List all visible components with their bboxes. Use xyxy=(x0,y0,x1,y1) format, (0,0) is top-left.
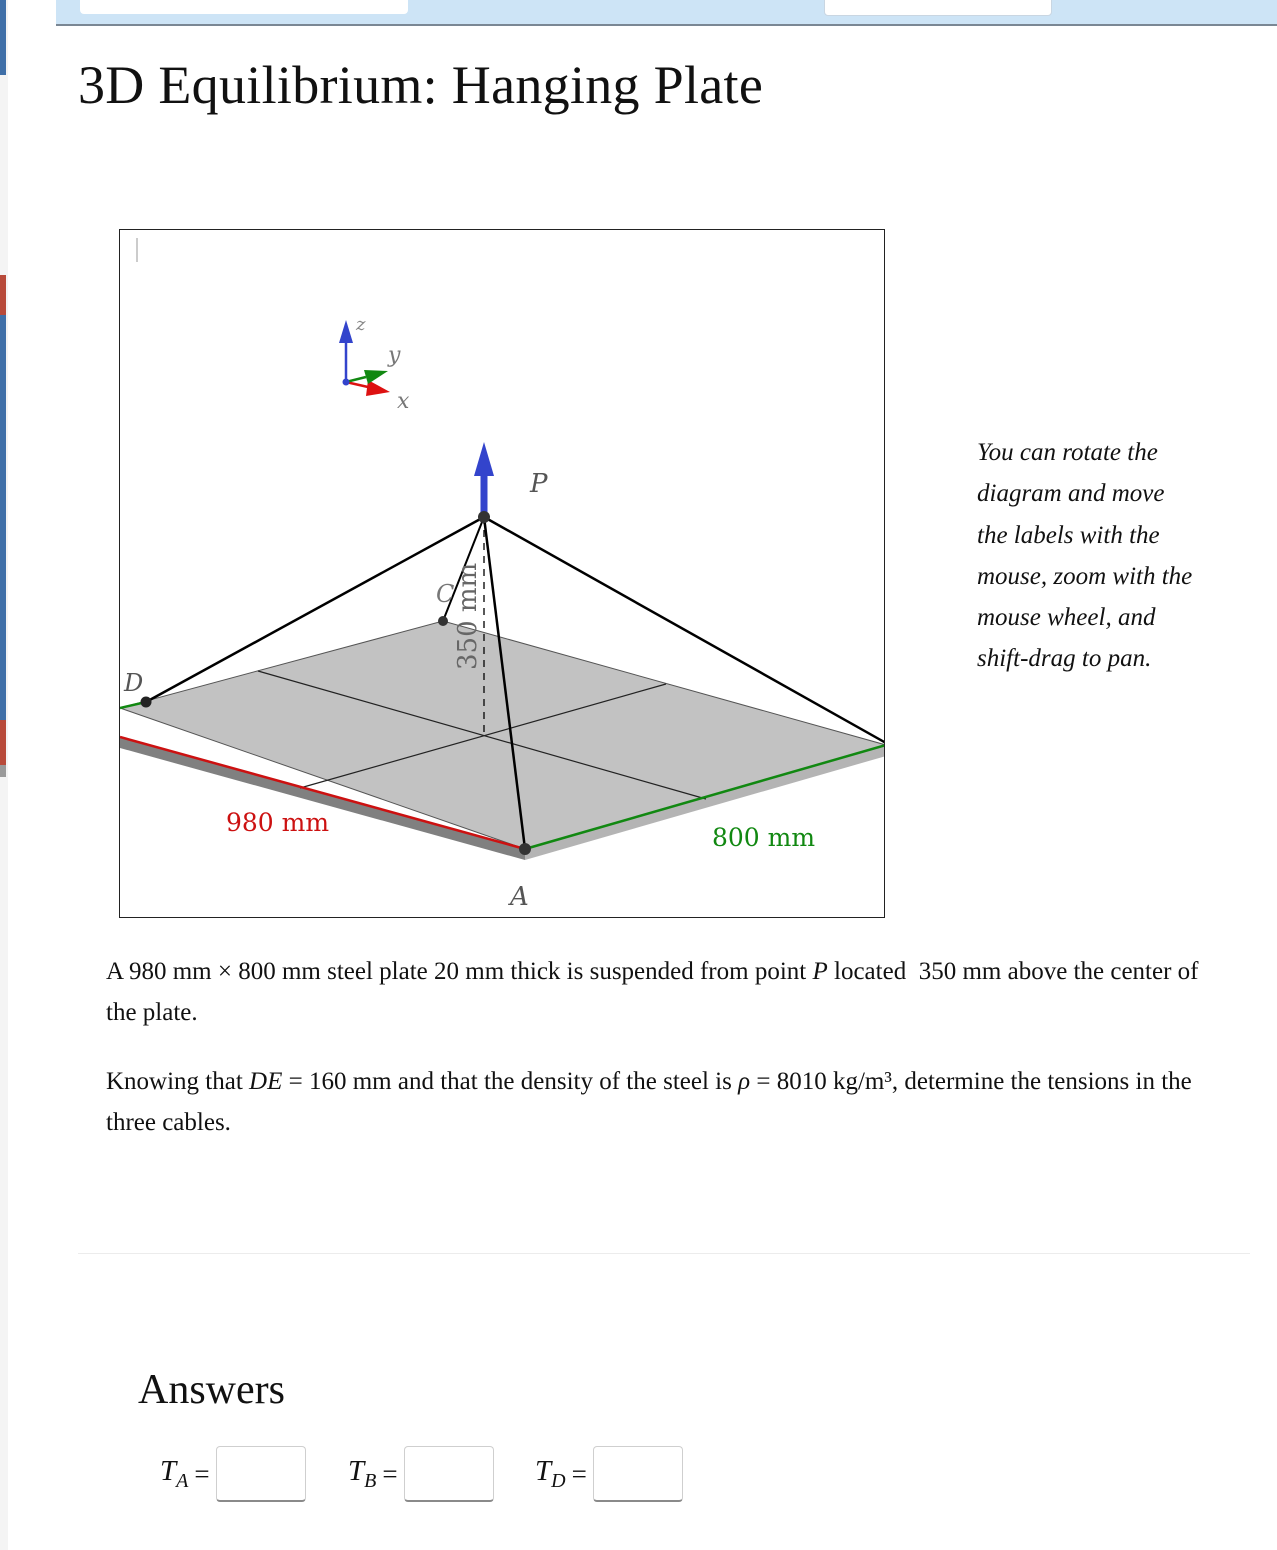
axis-y-head xyxy=(364,370,388,384)
problem-paragraph-2 xyxy=(106,1061,1216,1143)
axis-z-label: z xyxy=(356,314,366,335)
axis-origin xyxy=(343,379,350,386)
p1-text-b: steel plate xyxy=(327,958,428,985)
answer-ta-label: $T_A$ xyxy=(160,1455,189,1492)
label-length-980mm[interactable]: 980 mm xyxy=(226,808,330,837)
p1-point-p: P xyxy=(812,958,828,985)
answer-td-equals: = xyxy=(571,1458,587,1489)
answer-ta-group xyxy=(160,1446,306,1502)
point-p-marker[interactable] xyxy=(478,511,490,523)
p2-text-a: Knowing that xyxy=(106,1068,243,1095)
toolbar-field-left[interactable] xyxy=(80,0,408,14)
top-toolbar xyxy=(56,0,1277,26)
answer-tb-label: $T_B$ xyxy=(348,1455,377,1492)
answer-tb-group xyxy=(348,1446,494,1502)
p1-text-e: above the center of the plate. xyxy=(106,958,1199,1026)
p2-text-c: , determine the tensions in the three cables. xyxy=(106,1068,1192,1136)
p2-eq2: = xyxy=(756,1068,771,1095)
point-d-marker[interactable] xyxy=(141,697,152,708)
p1-height: 350 mm xyxy=(918,958,1002,985)
diagram-3d-viewer[interactable] xyxy=(119,229,885,918)
p2-de-value: 160 mm xyxy=(308,1068,392,1095)
p2-rho: ρ xyxy=(738,1068,751,1095)
p2-rho-value: 8010 kg/m³ xyxy=(776,1068,892,1095)
force-arrow-head xyxy=(474,442,494,476)
p1-thickness: 20 mm xyxy=(434,958,505,985)
diagram-hint-text: You can rotate the diagram and move the labels with the mouse, zoom with the mouse wheel, and shift-drag to pan. xyxy=(977,439,1193,673)
p1-text-d: located xyxy=(834,958,907,985)
p1-times: × xyxy=(217,958,232,985)
answer-td-group xyxy=(535,1446,683,1502)
label-p[interactable]: P xyxy=(530,469,548,499)
answer-td-input[interactable] xyxy=(593,1446,683,1502)
answer-tb-input[interactable] xyxy=(404,1446,494,1502)
answers-heading: Answers xyxy=(138,1367,285,1413)
p1-width: 800 mm xyxy=(238,958,321,985)
axes-triad xyxy=(339,314,410,414)
label-height-350mm[interactable]: 350 mm xyxy=(453,562,483,670)
p1-text-c: thick is suspended from point xyxy=(510,958,807,985)
p1-length: 980 mm xyxy=(128,958,212,985)
p2-eq1: = xyxy=(288,1068,303,1095)
answer-ta-equals: = xyxy=(194,1458,210,1489)
axis-x-label: x xyxy=(397,389,410,414)
left-sidebar-strip xyxy=(0,0,8,1550)
section-divider xyxy=(78,1253,1250,1254)
toolbar-field-right[interactable] xyxy=(824,0,1052,16)
answer-tb-equals: = xyxy=(382,1458,398,1489)
axis-y-label: y xyxy=(388,343,401,368)
p1-text-a: A xyxy=(106,958,123,985)
label-c[interactable]: C xyxy=(436,580,455,608)
label-width-800mm[interactable]: 800 mm xyxy=(712,823,816,852)
page-title: 3D Equilibrium: Hanging Plate xyxy=(78,55,764,115)
answer-ta-input[interactable] xyxy=(216,1446,306,1502)
point-c-marker[interactable] xyxy=(438,616,448,626)
answer-td-label: $T_D$ xyxy=(535,1455,566,1492)
axis-z-head xyxy=(339,320,353,343)
plate-diagram-svg[interactable] xyxy=(120,230,885,918)
problem-paragraph-1 xyxy=(106,951,1216,1033)
point-a-marker[interactable] xyxy=(519,843,531,855)
p2-text-b: and that the density of the steel is xyxy=(397,1068,732,1095)
label-d[interactable]: D xyxy=(124,669,144,697)
p2-de: DE xyxy=(249,1068,283,1095)
label-a[interactable]: A xyxy=(510,882,529,912)
